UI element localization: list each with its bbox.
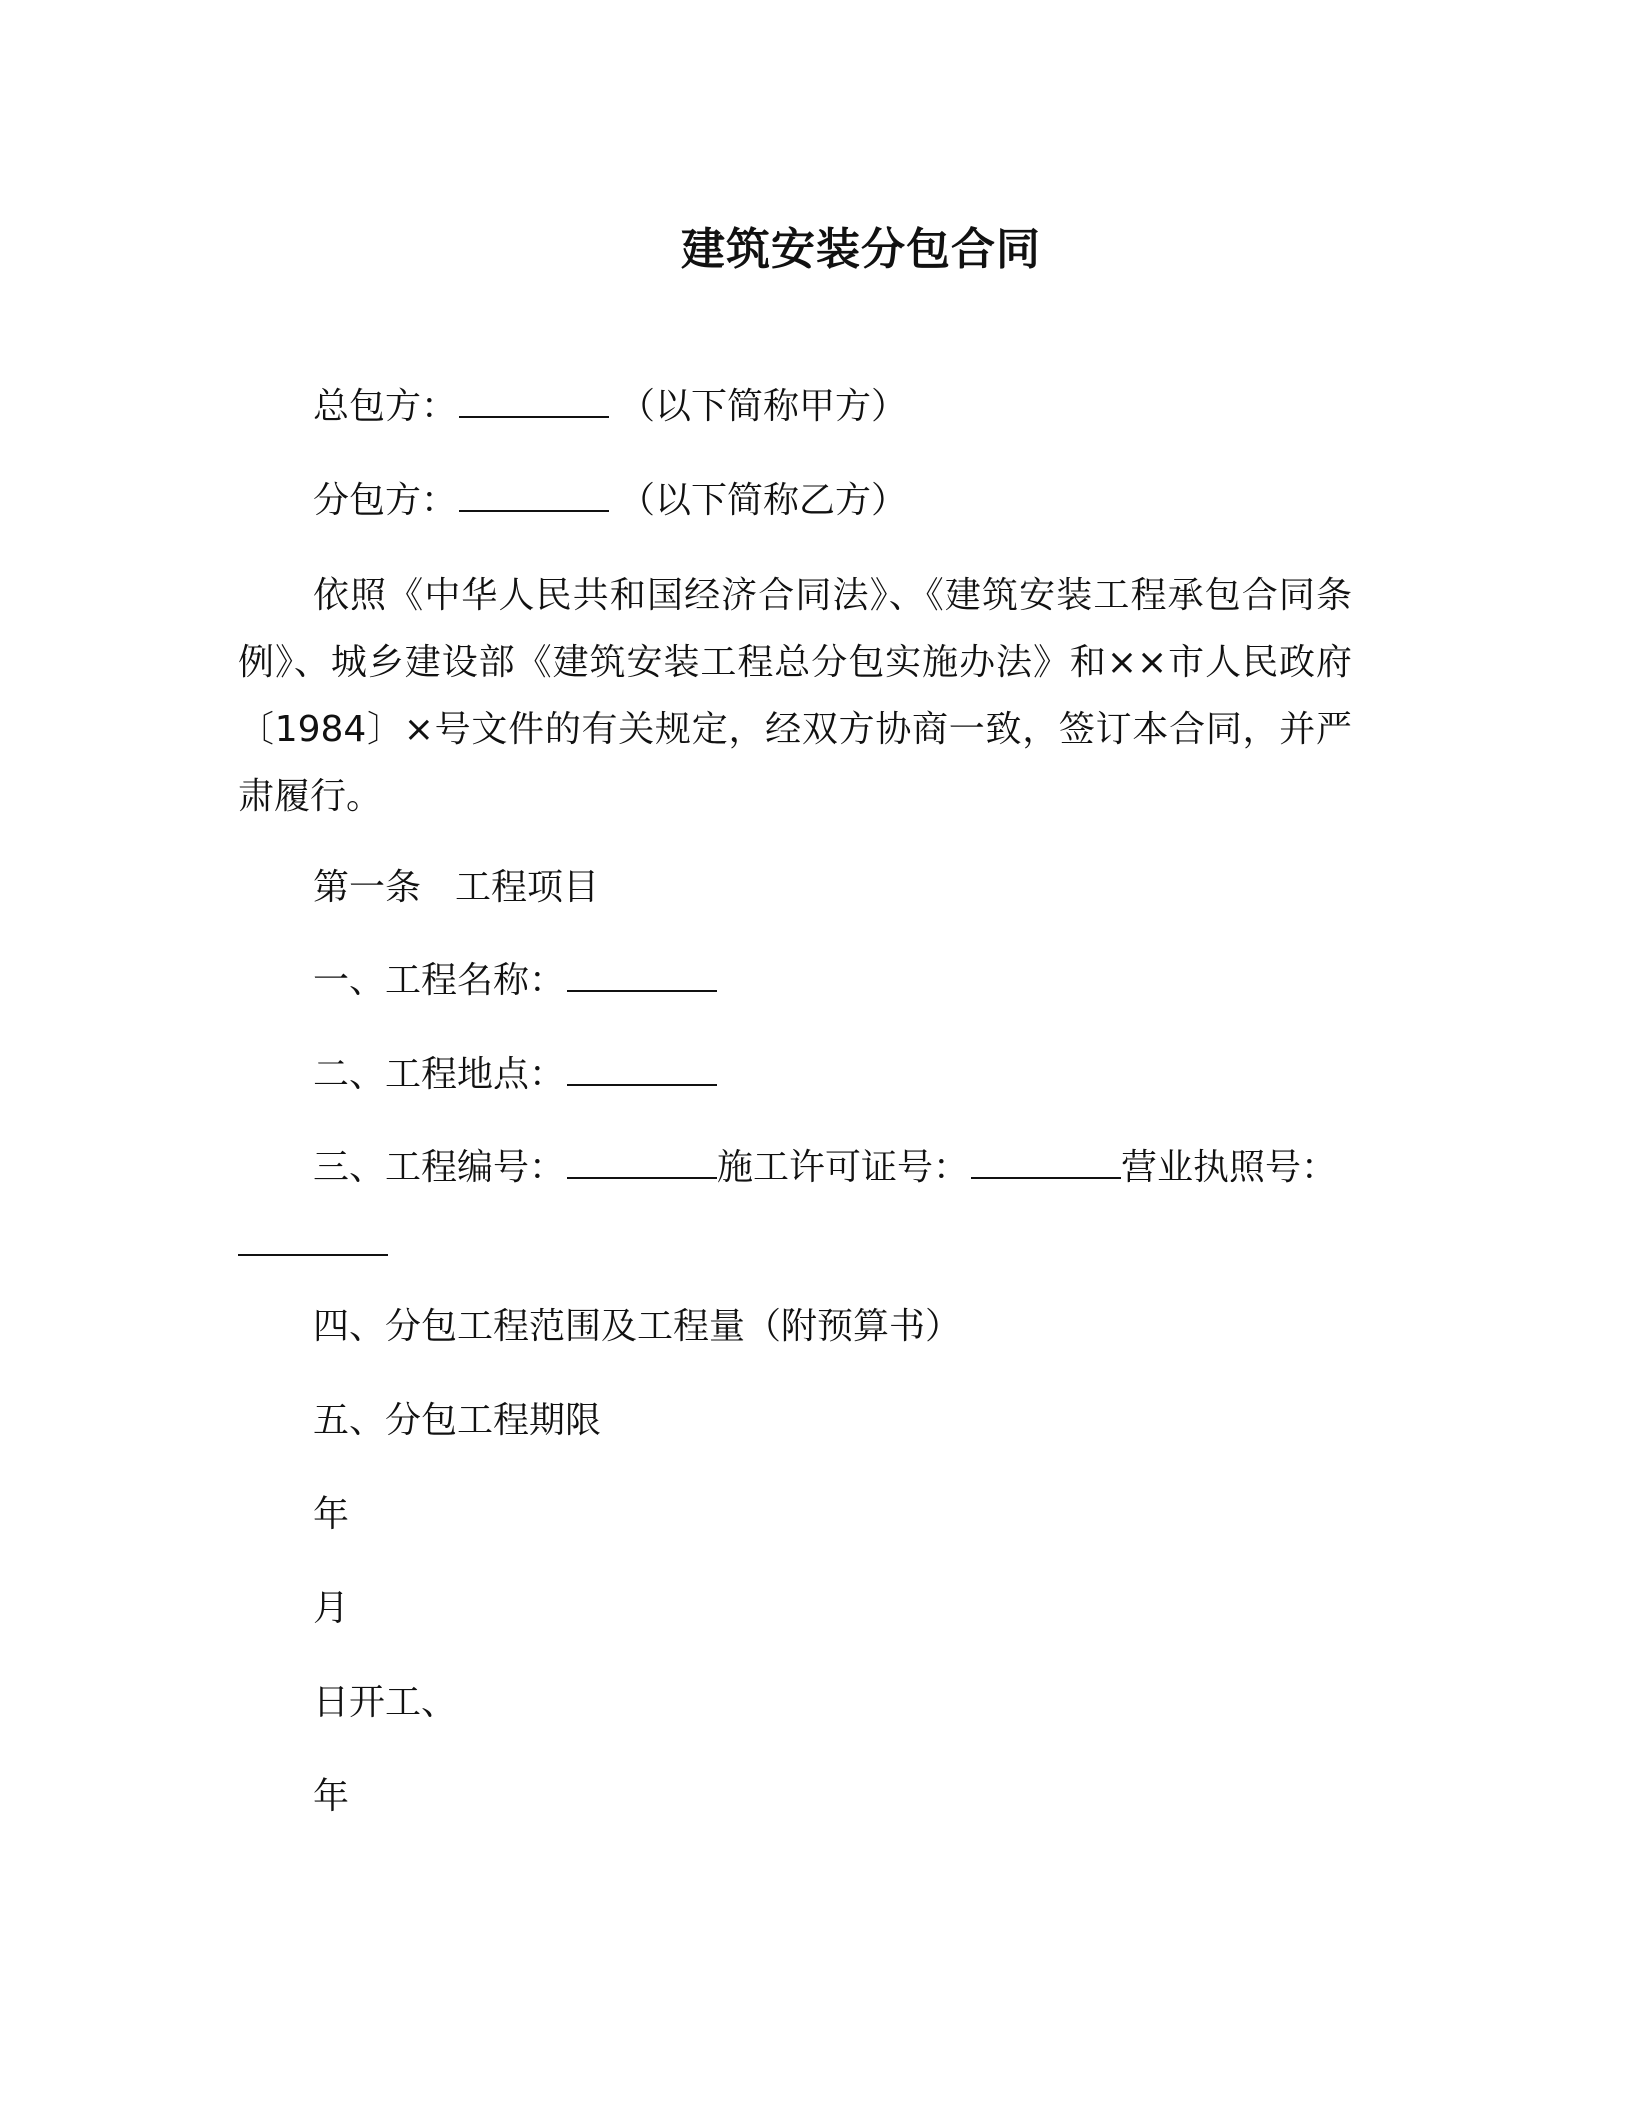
construction-permit-label: 施工许可证号： (717, 1147, 970, 1188)
date-day-start: 日开工、 (313, 1682, 458, 1723)
scope-line: 四、分包工程范围及工程量（附预算书） (313, 1306, 962, 1347)
project-number-blank (567, 1143, 717, 1179)
article-1-title: 工程项目 (455, 867, 600, 908)
duration-line: 五、分包工程期限 (313, 1400, 602, 1441)
business-license-blank (238, 1224, 388, 1256)
general-contractor-label: 总包方： (313, 386, 458, 427)
project-number-label: 三、工程编号： (313, 1147, 566, 1188)
article-1-number: 第一条 (313, 867, 422, 908)
project-name-label: 一、工程名称： (313, 960, 566, 1001)
intro-paragraph: 依照《中华人民共和国经济合同法》、《建筑安装工程承包合同条例》、城乡建设部《建筑安装工程总分包实施办法》和××市人民政府〔1984〕×号文件的有关规定，经双方协商一致，签订本合同，并严肃履行。 (238, 575, 1352, 817)
date-year-end: 年 (313, 1776, 350, 1817)
general-contractor-line (313, 382, 907, 432)
general-contractor-note: （以下简称甲方） (619, 386, 908, 427)
document-title: 建筑安装分包合同 (681, 224, 1041, 275)
construction-permit-blank (971, 1143, 1121, 1179)
project-number-line (313, 1143, 1337, 1193)
subcontractor-line (313, 476, 907, 526)
project-name-line (313, 956, 727, 1006)
subcontractor-label: 分包方： (313, 480, 458, 521)
project-location-label: 二、工程地点： (313, 1054, 566, 1095)
project-location-blank (567, 1050, 717, 1086)
subcontractor-note: （以下简称乙方） (619, 480, 908, 521)
project-name-blank (567, 956, 717, 992)
business-license-label: 营业执照号： (1121, 1147, 1338, 1188)
project-location-line (313, 1050, 727, 1100)
general-contractor-blank (459, 382, 609, 418)
article-1-heading (313, 863, 599, 913)
subcontractor-blank (459, 476, 609, 512)
date-year-start: 年 (313, 1494, 350, 1535)
date-month-start: 月 (313, 1588, 350, 1629)
